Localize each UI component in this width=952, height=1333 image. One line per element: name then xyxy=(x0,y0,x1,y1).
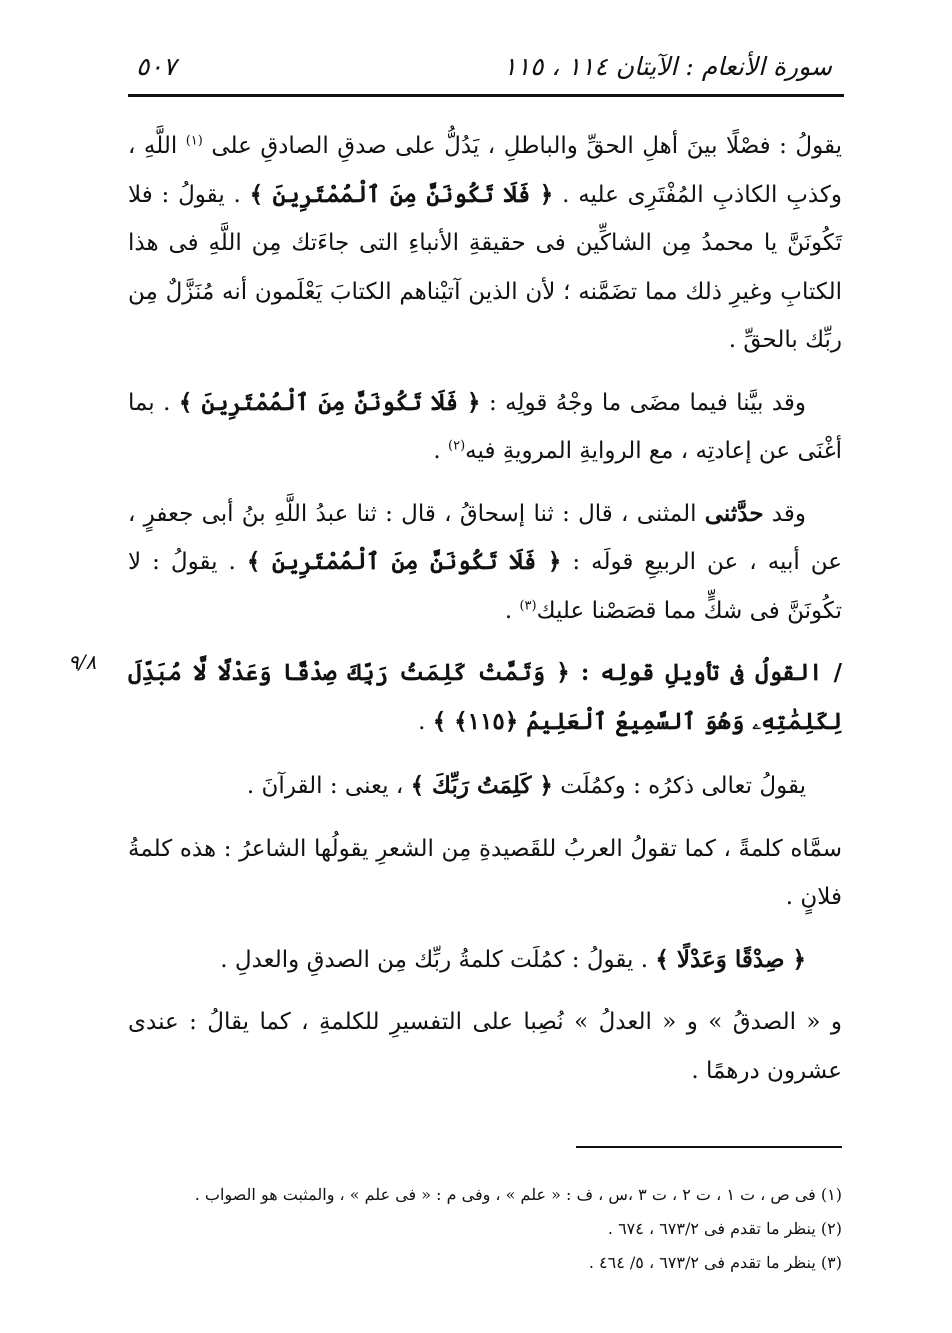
quran-quote: ﴿ فَلَا تَكُونَنَّ مِنَ ٱلْمُمْتَرِينَ ﴾ xyxy=(246,548,562,575)
paragraph-1 xyxy=(128,122,842,365)
paragraph-text: وقد بيَّنا فيما مضَى ما وجْهُ قولِه : xyxy=(480,389,807,416)
paragraph-text: . xyxy=(433,438,449,464)
paragraph-text: اللَّهِ ، وكذبِ الكاذبِ المُفْتَرِى عليه . xyxy=(128,133,842,208)
footnote-ref-1: (١) xyxy=(185,133,203,149)
paragraph-2 xyxy=(128,379,842,476)
paragraph-text: يقولُ : فصْلًا بينَ أهلِ الحقِّ والباطلِ ، يَدُلُّ على صدقِ الصادقِ على xyxy=(202,133,842,159)
footnote-rule xyxy=(576,1146,842,1148)
paragraph-text: المثنى ، قال : ثنا إسحاقُ ، قال : ثنا عبدُ اللَّهِ بنُ أبى جعفرٍ ، عن أبيه ، عن الربيعِ قولَه : xyxy=(128,500,843,575)
running-header xyxy=(128,52,842,92)
paragraph-text: ، يعنى : القرآنَ . xyxy=(246,773,411,799)
footnote-ref-2: (٢) xyxy=(448,438,466,454)
header-rule xyxy=(128,94,844,97)
paragraph-5 xyxy=(128,762,842,811)
page-number: ٥٠٧ xyxy=(136,52,177,81)
body-text xyxy=(128,122,842,1109)
margin-reference: ٩/٨ xyxy=(68,650,97,674)
quran-quote: ﴿ فَلَا تَكُونَنَّ مِنَ ٱلْمُمْتَرِينَ ﴾ xyxy=(178,388,481,416)
header-title: سورة الأنعام : الآيتان ١١٤ ، ١١٥ xyxy=(503,52,832,81)
quran-quote: ﴿ فَلَا تَكُونَنَّ مِنَ ٱلْمُمْتَرِينَ ﴾ xyxy=(249,180,554,208)
paragraph-text: يقولُ تعالى ذكرُه : وكمُلَت xyxy=(552,773,806,799)
paragraph-text: . يقولُ : لا تكُونَنَّ فى شكٍّ مما قصَصْنا عليك xyxy=(128,549,842,624)
footnote-2: (٢) ينظر ما تقدم فى ٦٧٣/٢ ، ٦٧٤ . xyxy=(607,1219,842,1238)
paragraph-8 xyxy=(128,998,842,1095)
quran-quote: ﴿ صِدْقًا وَعَدْلًا ﴾ xyxy=(655,945,806,973)
paragraph-text: . يقولُ : فلا تَكُونَنَّ يا محمدُ مِن الشاكِّين فى حقيقةِ الأنباءِ التى جاءَتك مِن اللَّهِ فى هذا الكتابِ وغيرِ ذلك مما تضَمَّنه ؛ لأن الذين آتيْناهم الكتابَ يَعْلَمون أنه مُنَزَّلٌ مِن ربِّك بالحقِّ . xyxy=(128,181,842,353)
paragraph-7 xyxy=(128,936,842,985)
paragraph-text: . xyxy=(418,708,433,735)
paragraph-6 xyxy=(128,825,842,922)
paragraph-3 xyxy=(128,490,842,636)
paragraph-text: وقد xyxy=(763,500,806,527)
paragraph-text: . بما أغْنَى عن إعادتِه ، مع الروايةِ المرويةِ فيه xyxy=(128,389,842,464)
paragraph-text: . يقولُ : كمُلَت كلمةُ ربِّك مِن الصدقِ والعدلِ . xyxy=(220,946,656,973)
hadith-term: حدَّثنى xyxy=(704,499,764,527)
footnote-ref-3: (٣) xyxy=(519,597,537,613)
footnote-3: (٣) ينظر ما تقدم فى ٦٧٣/٢ ، ٥/ ٤٦٤ . xyxy=(588,1253,842,1272)
heading-text: / القولُ فى تأويلِ قولِه : xyxy=(569,659,843,686)
quran-quote: ﴿ كَلِمَتُ رَبِّكَ ﴾ xyxy=(410,772,553,799)
footnotes xyxy=(128,1178,842,1280)
paragraph-text: و « الصدقُ » و « العدلُ » نُصِبا على التفسيرِ للكلمةِ ، كما يقالُ : عندى عشرون درهمًا . xyxy=(128,1009,842,1084)
footnote-1: (١) فى ص ، ت ١ ، ت ٢ ، ت ٣ ،س ، ف : « علم » ، وفى م : « فى علم » ، والمثبت هو الصواب . xyxy=(194,1185,842,1204)
quran-verse: ﴿ وَتَمَّتْ كَلِمَتُ رَبِّكَ صِدْقًا وَعَدْلًا لَّا مُبَدِّلَ لِكَلِمَٰتِهِۦ وَهُوَ ٱلسَّمِيعُ ٱلْعَلِيمُ ﴿١١٥﴾ ﴾ xyxy=(128,659,842,735)
paragraph-text: . xyxy=(504,597,520,624)
paragraph-text: سمَّاه كلمةً ، كما تقولُ العربُ للقَصيدةِ مِن الشعرِ يقولُها الشاعرُ : هذه كلمةُ فلانٍ . xyxy=(128,835,842,910)
section-heading xyxy=(128,649,842,746)
